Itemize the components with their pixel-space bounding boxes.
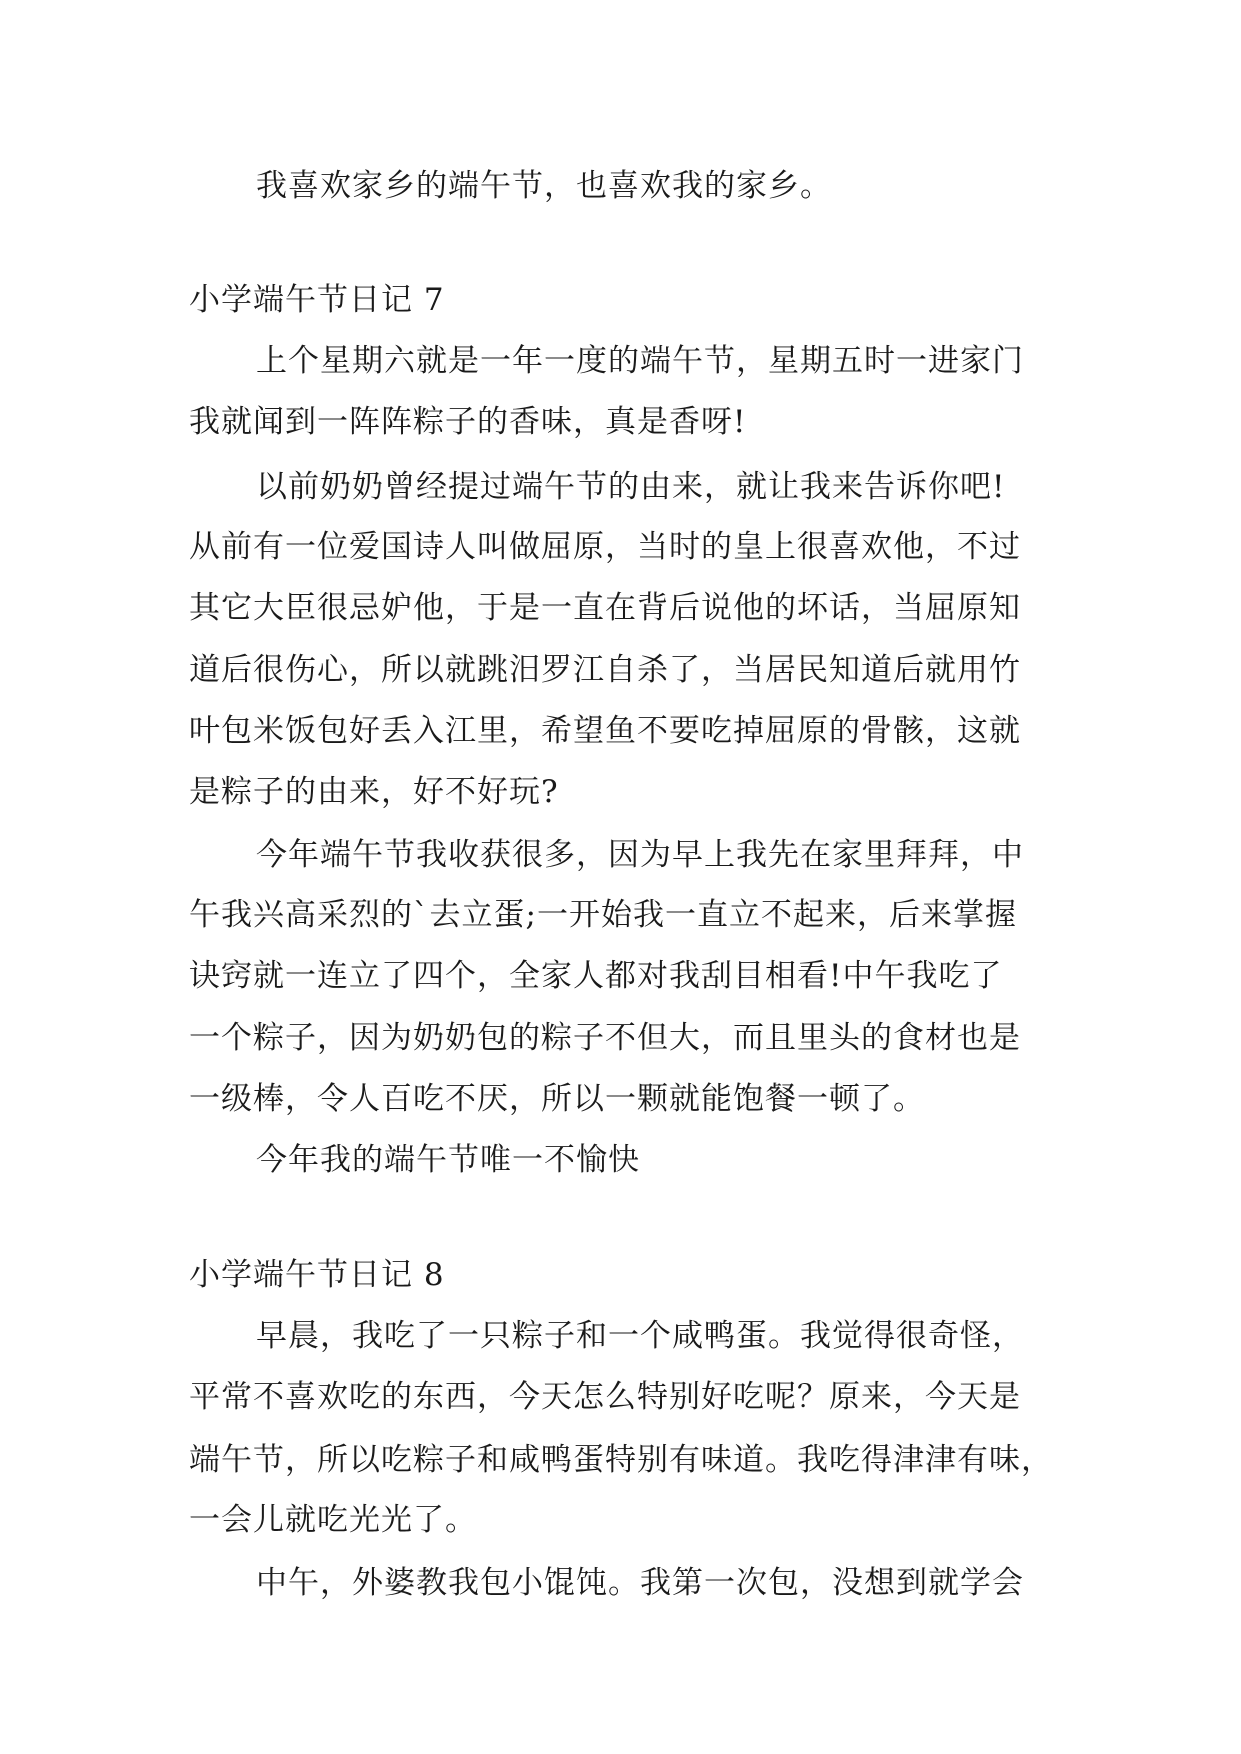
paragraph-line: 叶包米饭包好丢入江里，希望鱼不要吃掉屈原的骨骸，这就 [189,713,1021,749]
paragraph-line: 我就闻到一阵阵粽子的香味，真是香呀! [189,404,747,440]
section-heading: 小学端午节日记 7 [189,282,445,318]
paragraph-line: 道后很伤心，所以就跳汨罗江自杀了，当居民知道后就用竹 [189,652,1021,688]
paragraph-line: 一级棒，令人百吃不厌，所以一颗就能饱餐一顿了。 [189,1081,925,1117]
paragraph-line: 一会儿就吃光光了。 [189,1502,477,1538]
paragraph-line: 从前有一位爱国诗人叫做屈原，当时的皇上很喜欢他，不过 [189,529,1021,565]
paragraph-line: 是粽子的由来，好不好玩? [189,774,559,810]
section-heading: 小学端午节日记 8 [189,1257,445,1293]
paragraph-line: 今年端午节我收获很多，因为早上我先在家里拜拜，中 [256,837,1024,873]
paragraph-line: 平常不喜欢吃的东西，今天怎么特别好吃呢？原来，今天是 [189,1379,1021,1415]
paragraph-line: 诀窍就一连立了四个，全家人都对我刮目相看!中午我吃了 [189,958,1003,994]
paragraph-line: 以前奶奶曾经提过端午节的由来，就让我来告诉你吧! [256,469,1006,505]
paragraph-line: 午我兴高采烈的`去立蛋;一开始我一直立不起来，后来掌握 [189,897,1017,933]
paragraph-line: 其它大臣很忌妒他，于是一直在背后说他的坏话，当屈原知 [189,590,1021,626]
paragraph-line: 我喜欢家乡的端午节，也喜欢我的家乡。 [256,168,832,204]
paragraph-line: 早晨，我吃了一只粽子和一个咸鸭蛋。我觉得很奇怪， [256,1318,1024,1354]
paragraph-line: 今年我的端午节唯一不愉快 [256,1142,640,1178]
paragraph-line: 端午节，所以吃粽子和咸鸭蛋特别有味道。我吃得津津有味， [189,1442,1053,1478]
paragraph-line: 一个粽子，因为奶奶包的粽子不但大，而且里头的食材也是 [189,1020,1021,1056]
paragraph-line: 上个星期六就是一年一度的端午节，星期五时一进家门 [256,343,1024,379]
paragraph-line: 中午，外婆教我包小馄饨。我第一次包，没想到就学会 [256,1565,1024,1601]
